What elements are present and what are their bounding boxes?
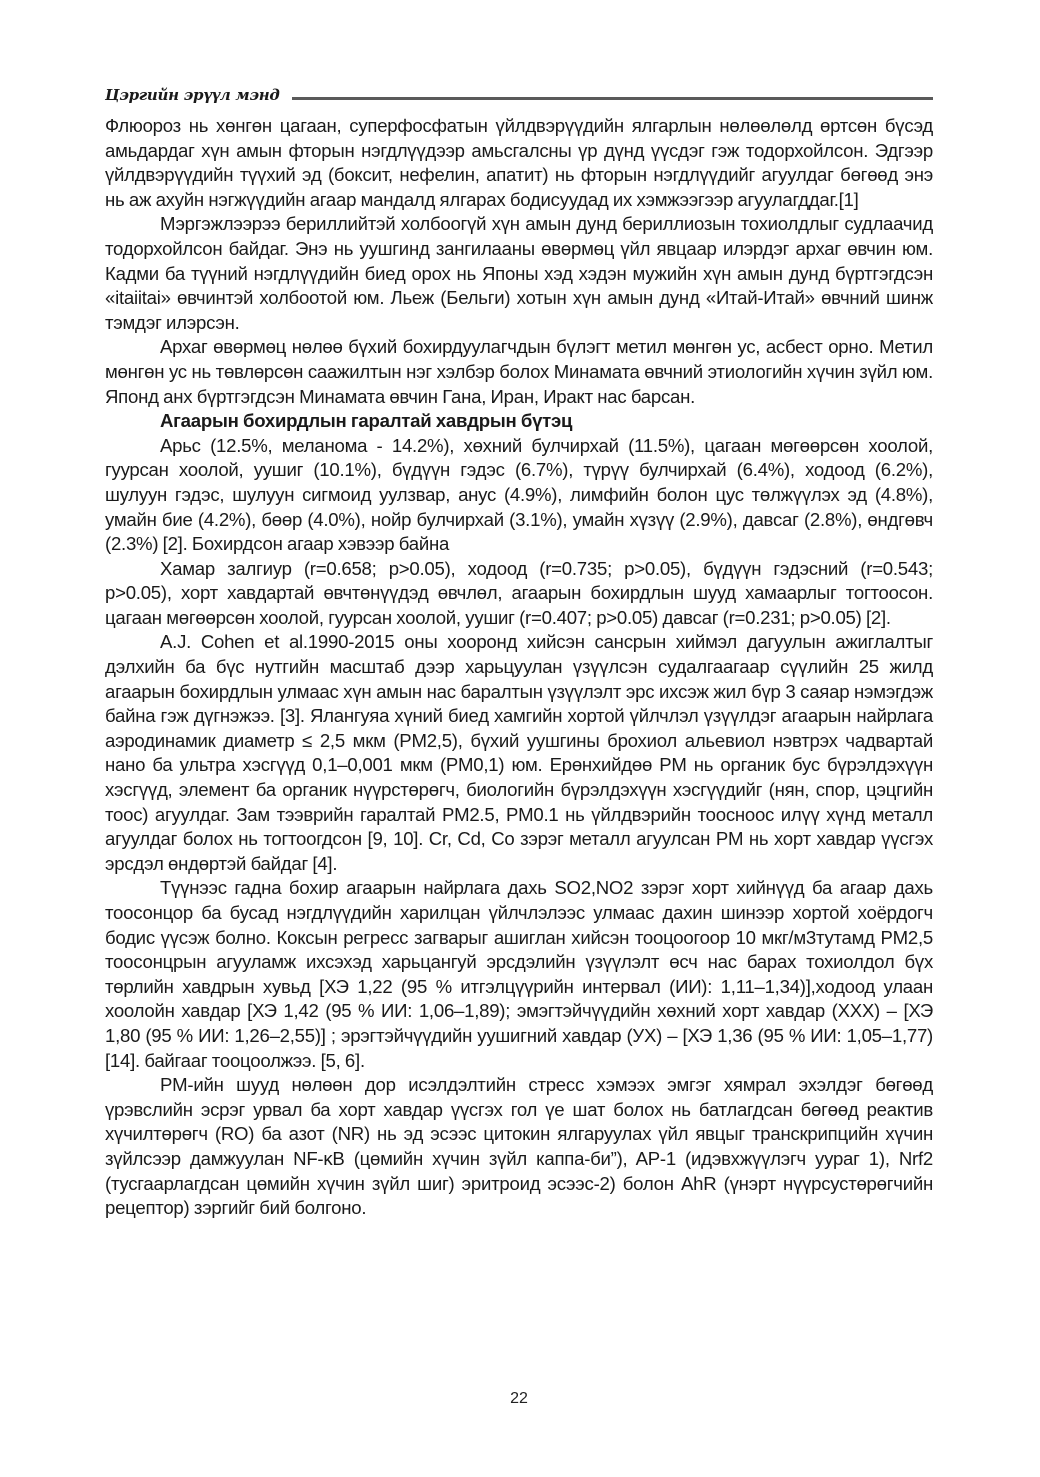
paragraph-mercury: Архаг өвөрмөц нөлөө бүхий бохирдуулагчдын бүлэгт метил мөнгөн ус, асбест орно. Метил мөнгөн ус нь төвлөрсөн саажилтын нэг хэлбэр болох Минамата өвчний этиологийн хүчин зүйл юм. Японд анх бүртгэгдсэн Минамата өвчин Гана, Иран, Иракт нас барсан. <box>105 336 933 407</box>
header-rule <box>292 97 934 100</box>
body-text <box>105 114 933 1221</box>
page-number: 22 <box>510 1390 528 1407</box>
paragraph-correlation: Хамар залгиур (r=0.658; p>0.05), ходоод (r=0.735; p>0.05), бүдүүн гэдэсний (r=0.543; p>0.05), хорт хавдартай өвчтөнүүдэд өвчлөл, агаарын бохирдлын шууд хамаарлыг тогтоосон. цагаан мөгөөрсөн хоолой, гуурсан хоолой, уушиг (r=0.407; p>0.05) давсаг (r=0.231; p>0.05) [2]. <box>105 557 933 628</box>
paragraph-fluorosis: Флюороз нь хөнгөн цагаан, суперфосфатын үйлдвэрүүдийн ялгарлын нөлөөлөлд өртсөн бүсэд амьдардаг хүн амын фторын нэгдлүүдээр амьсгалсны үр дүнд үүсдэг гэж тодорхойлсон. Эдгээр үйлдвэрүүдийн түүхий эд (боксит, нефелин, апатит) нь фторын нэгдлүүдийг агуулдаг бөгөөд энэ нь аж ахуйн нэгжүүдийн агаар мандалд ялгарах бодисуудад их хэмжээгээр агуулагддаг.[1] <box>105 115 933 210</box>
paragraph-cancer-structure: Арьс (12.5%, меланома - 14.2%), хөхний булчирхай (11.5%), цагаан мөгөөрсөн хоолой, гуурсан хоолой, уушиг (10.1%), бүдүүн гэдэс (6.7%), түрүү булчирхай (6.4%), ходоод (6.2%), шулуун гэдэс, шулуун сигмоид уулзвар, анус (4.9%), лимфийн болон цус төлжүүлэх эд (4.8%), умайн бие (4.2%), бөөр (4.0%), нойр булчирхай (3.1%), умайн хүзүү (2.9%), давсаг (2.8%), өндгөвч (2.3%) [2]. Бохирдсон агаар хэвээр байна <box>105 434 933 555</box>
paragraph-beryllium: Мэргэжлээрээ бериллийтэй холбоогүй хүн амын дунд бериллиозын тохиолдлыг судлаачид тодорхойлсон байдаг. Энэ нь уушгинд зангилааны өвөрмөц үйл явцаар илэрдэг архаг өвчин юм. Кадми ба түүний нэгдлүүдийн биед орох нь Японы хэд хэдэн мужийн хүн амын дунд бүртгэгдсэн «itaiitai» өвчинтэй холбоотой юм. Льеж (Бельги) хотын хүн амын дунд «Итай-Итай» өвчний шинж тэмдэг илэрсэн. <box>105 213 933 333</box>
paragraph-oxidative-stress: PM-ийн шууд нөлөөн дор исэлдэлтийн стресс хэмээх эмгэг хямрал эхэлдэг бөгөөд үрэвслийн эсрэг урвал ба хорт хавдар үүсгэх гол үе шат болох нь батлагдсан бөгөөд реактив хүчилтөрөгч (RO) ба азот (NR) нь эд эсээс цитокин ялгаруулах үйл явцыг транскрипцийн хүчин зүйлсээр дамжуулан NF-κB (цөмийн хүчин зүйл каппа-би”), AP-1 (идэвхжүүлэгч уураг 1), Nrf2 (тусгаарлагдсан цөмийн хүчин зүйл шиг) эритроид эсээс-2) болон AhR (үнэрт нүүрсустөрөгчийн рецептор) зэргийг бий болгоно. <box>105 1074 933 1219</box>
section-heading: Агаарын бохирдлын гаралтай хавдрын бүтэц <box>160 410 573 432</box>
paragraph-cohen: A.J. Cohen et al.1990-2015 оны хооронд хийсэн сансрын хиймэл дагуулын ажиглалтыг дэлхийн ба бүс нутгийн масштаб дээр харьцуулан үзүүлсэн судалгаагаар сүүлийн 25 жилд агаарын бохирдлын улмаас хүн амын нас баралтын үзүүлэлт эрс ихсэж жил бүр 3 саяар нэмэгдэж байна гэж дүгнэжээ. [3]. Ялангуяа хүний биед хамгийн хортой үйлчлэл үзүүлдэг агаарын найрлага аэродинамик диаметр ≤ 2,5 мкм (PM2,5), бүхий уушгины брохиол альевиол нэвтрэх чадвартай нано ба ультра хэсгүүд 0,1–0,001 мкм (PM0,1) юм. Ерөнхийдөө PM нь органик бус бүрэлдэхүүн хэсгүүд, элемент ба органик нүүрстөрөгч, биологийн бүрэлдэхүүн хэсгүүдийг (нян, спор, цэцгийн тоос) агуулдаг. Зам тээврийн гаралтай PM2.5, PM0.1 нь үйлдвэрийн тоосноос илүү хүнд металл агуулдаг болох нь тогтоогдсон [9, 10]. Cr, Cd, Co зэрэг металл агуулсан PM нь хорт хавдар үүсгэх эрсдэл өндөртэй байдаг [4]. <box>105 631 933 874</box>
running-header <box>105 84 933 106</box>
paragraph-so2-no2: Түүнээс гадна бохир агаарын найрлага дахь SO2,NO2 зэрэг хорт хийнүүд ба агаар дахь тоосонцор ба бусад нэгдлүүдийн харилцан үйлчлэлээс улмаас дахин шинээр хортой хоёрдогч бодис үүсэж болно. Коксын регресс загварыг ашиглан хийсэн тооцоогоор 10 мкг/м3тутамд PM2,5 тоосонцрын агууламж ихсэхэд харьцангуй эрсдэлийн үзүүлэлт өсч нас барах тохиолдол бүх төрлийн хавдрын хувьд [ХЭ 1,22 (95 % итгэлцүүрийн интервал (ИИ): 1,11–1,34)],ходоод улаан хоолойн хавдар [ХЭ 1,42 (95 % ИИ: 1,06–1,89); эмэгтэйчүүдийн хөхний хорт хавдар (ХХХ) – [ХЭ 1,80 (95 % ИИ: 1,26–2,55)] ; эрэгтэйчүүдийн уушигний хавдар (УХ) – [ХЭ 1,36 (95 % ИИ: 1,05–1,77) [14]. байгааг тооцоолжээ. [5, 6]. <box>105 877 933 1071</box>
journal-title: Цэргийн эрүүл мэнд <box>105 86 280 104</box>
